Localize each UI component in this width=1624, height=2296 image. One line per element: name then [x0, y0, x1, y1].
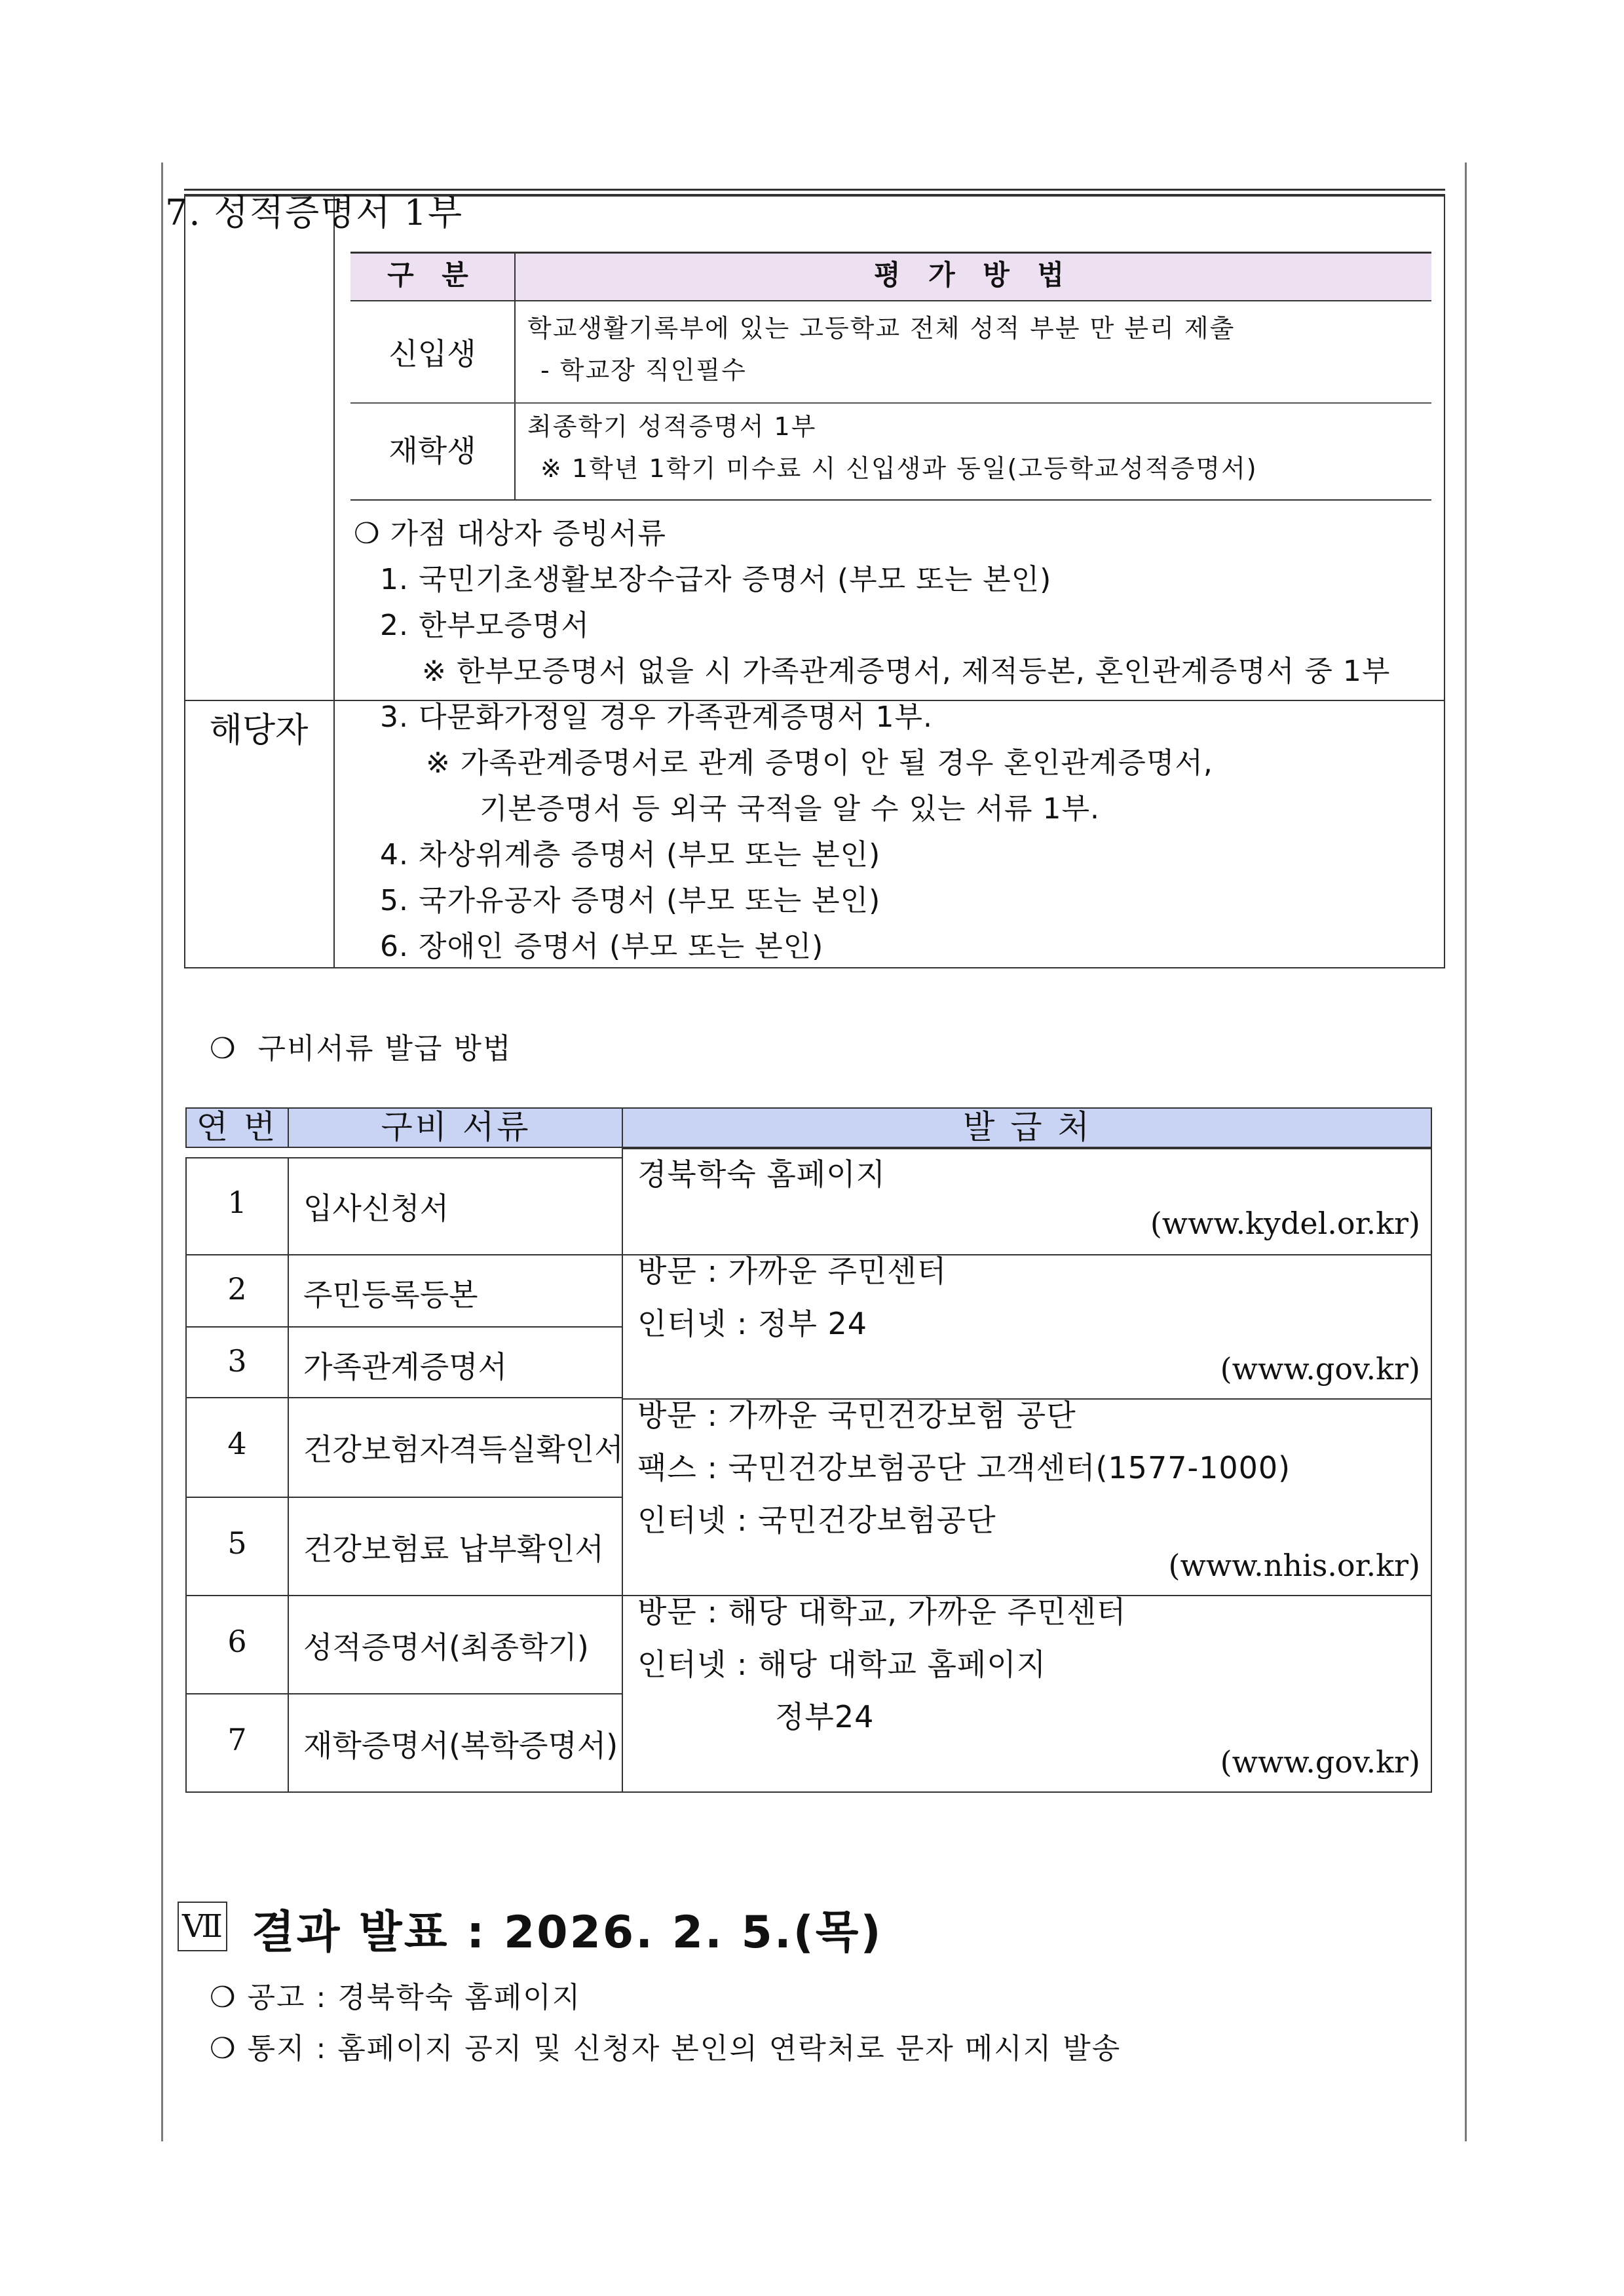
row-no: 2 [227, 1271, 247, 1307]
row-doc: 성적증명서(최종학기) [303, 1630, 589, 1665]
applicant-label: 해당자 [209, 711, 309, 750]
bonus-line-3-note: ※ 가족관계증명서로 관계 증명이 안 될 경우 혼인관계증명서, [426, 746, 1213, 780]
header-category: 구 분 [387, 259, 478, 291]
issuer-line: 인터넷 : 국민건강보험공단 [637, 1502, 996, 1538]
evaluation-table-bottom [350, 499, 1431, 501]
row-no: 1 [227, 1185, 247, 1220]
issuer-url: (www.gov.kr) [1220, 1351, 1420, 1387]
bullet-icon: ❍ [210, 1981, 237, 2014]
header-issuer: 발 급 처 [963, 1108, 1092, 1146]
bullet-icon: ❍ [210, 2032, 237, 2065]
bonus-line-3-note-cont: 기본증명서 등 외국 국적을 알 수 있는 서류 1부. [480, 792, 1100, 826]
row-doc: 가족관계증명서 [303, 1349, 508, 1385]
row-no: 6 [227, 1624, 247, 1659]
row-label-enrolled: 재학생 [388, 433, 476, 469]
bonus-line-5: 5. 국가유공자 증명서 (부모 또는 본인) [380, 884, 881, 917]
section-title: 결과 발표 : 2026. 2. 5.(목) [252, 1907, 883, 1959]
item-7-title: 7. 성적증명서 1부 [165, 192, 464, 233]
bonus-heading: ❍ 가점 대상자 증빙서류 [354, 517, 666, 550]
header-no: 연 번 [196, 1108, 278, 1146]
notice-item-notification: ❍ 통지 : 홈페이지 공지 및 신청자 본인의 연락처로 문자 메시지 발송 [210, 2032, 1122, 2065]
page-margin-line-left [161, 163, 163, 2141]
row-doc: 건강보험자격득실확인서 [303, 1432, 624, 1467]
row-no: 7 [227, 1722, 247, 1757]
issuer-line: 인터넷 : 정부 24 [637, 1306, 868, 1341]
section-number-box: Ⅶ [178, 1902, 227, 1951]
row-desc-freshman-2: - 학교장 직인필수 [540, 356, 747, 385]
evaluation-row-divider [350, 402, 1431, 404]
bonus-line-6: 6. 장애인 증명서 (부모 또는 본인) [380, 930, 824, 963]
issuer-url: (www.kydel.or.kr) [1150, 1206, 1420, 1241]
row-desc-enrolled-2: ※ 1학년 1학기 미수료 시 신입생과 동일(고등학교성적증명서) [540, 454, 1258, 483]
evaluation-table-divider [514, 252, 516, 501]
header-divider [622, 1107, 623, 1148]
issuer-line: 방문 : 가까운 주민센터 [637, 1253, 947, 1289]
documents-heading: ❍ 구비서류 발급 방법 [210, 1032, 512, 1065]
bonus-line-2: 2. 한부모증명서 [380, 609, 590, 642]
row-doc: 재학증명서(복학증명서) [303, 1728, 618, 1763]
bonus-line-2-note: ※ 한부모증명서 없을 시 가족관계증명서, 제적등본, 혼인관계증명서 중 1부 [422, 655, 1391, 688]
issuer-url: (www.gov.kr) [1220, 1744, 1420, 1780]
row-no: 4 [227, 1426, 247, 1461]
documents-table [185, 1107, 1432, 1785]
row-desc-enrolled-1: 최종학기 성적증명서 1부 [527, 412, 817, 441]
row-desc-freshman-1: 학교생활기록부에 있는 고등학교 전체 성적 부분 만 분리 제출 [527, 314, 1236, 343]
page-margin-line-right [1465, 163, 1467, 2141]
issuer-line: 인터넷 : 해당 대학교 홈페이지 [637, 1647, 1047, 1682]
issuer-line: 정부24 [775, 1699, 875, 1734]
bonus-line-3: 3. 다문화가정일 경우 가족관계증명서 1부. [380, 700, 933, 734]
bonus-documents [354, 511, 1390, 970]
header-divider [288, 1107, 289, 1148]
issuer-url: (www.nhis.or.kr) [1168, 1548, 1420, 1583]
row-doc: 주민등록등본 [303, 1277, 478, 1312]
issuer-line: 경북학숙 홈페이지 [637, 1157, 886, 1192]
issuer-line: 방문 : 해당 대학교, 가까운 주민센터 [637, 1594, 1127, 1630]
notice-item-announcement: ❍ 공고 : 경북학숙 홈페이지 [210, 1981, 582, 2014]
table-column-divider [333, 195, 335, 968]
bullet-icon: ❍ [354, 517, 381, 550]
issuer-line: 팩스 : 국민건강보험공단 고객센터(1577-1000) [637, 1450, 1291, 1485]
row-label-freshman: 신입생 [388, 336, 476, 372]
row-no: 3 [227, 1343, 247, 1379]
row-doc: 입사신청서 [303, 1191, 449, 1226]
row-no: 5 [227, 1525, 247, 1561]
header-method: 평 가 방 법 [873, 259, 1074, 291]
header-document: 구비 서류 [381, 1108, 531, 1146]
bonus-line-4: 4. 차상위계층 증명서 (부모 또는 본인) [380, 838, 881, 871]
row-doc: 건강보험료 납부확인서 [303, 1531, 604, 1567]
bullet-icon: ❍ [210, 1032, 237, 1065]
issuer-line: 방문 : 가까운 국민건강보험 공단 [637, 1398, 1076, 1433]
bonus-line-1: 1. 국민기초생활보장수급자 증명서 (부모 또는 본인) [380, 563, 1052, 596]
